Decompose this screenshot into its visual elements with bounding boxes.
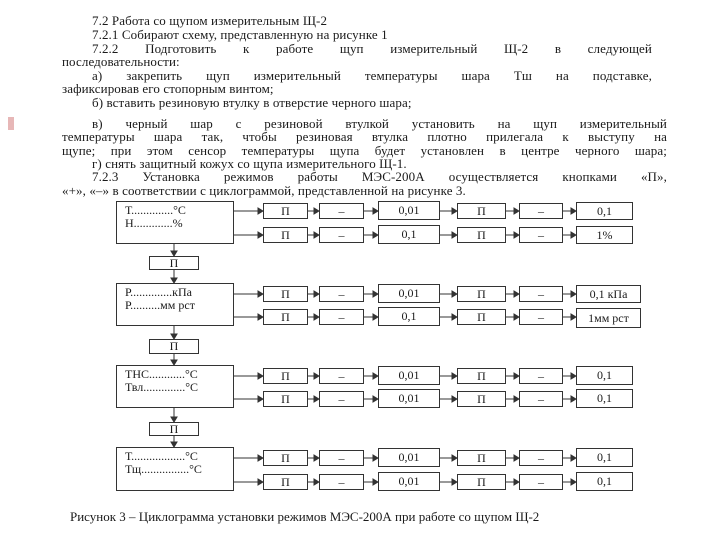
minus-button-box: – xyxy=(519,227,563,243)
parameter-label: Твл..............°С xyxy=(125,380,199,394)
p-button-box: П xyxy=(457,474,506,490)
paragraph-line: зафиксировав его стопорным винтом; xyxy=(62,81,274,96)
paragraph-line: «+», «–» в соответствии с циклограммой, представленной на рисунке 3. xyxy=(62,183,466,198)
paragraph-line: 7.2.3 Установка режимов работы МЭС-200А осуществляется кнопками «П», xyxy=(92,169,667,184)
transition-p-box: П xyxy=(149,422,199,436)
paragraph-line: последовательности: xyxy=(62,54,180,69)
paragraph-line: 7.2.1 Собирают схему, представленную на рисунке 1 xyxy=(92,27,388,42)
section-heading: 7.2 Работа со щупом измерительным Щ-2 xyxy=(92,13,328,28)
p-button-box: П xyxy=(263,309,308,325)
step-value-box: 0,01 xyxy=(378,448,440,467)
minus-button-box: – xyxy=(519,391,563,407)
parameter-label: Тщ................°С xyxy=(125,462,202,476)
p-button-box: П xyxy=(457,368,506,384)
parameter-label: ТНС............°С xyxy=(125,367,198,381)
paragraph-line: б) вставить резиновую втулку в отверстие черного шара; xyxy=(92,95,412,110)
paragraph-line: 7.2.2 Подготовить к работе щуп измерительный Щ-2 в следующей xyxy=(92,41,652,56)
p-button-box: П xyxy=(457,450,506,466)
minus-button-box: – xyxy=(319,286,364,302)
minus-button-box: – xyxy=(319,227,364,243)
minus-button-box: – xyxy=(519,203,563,219)
result-value-box: 0,1 xyxy=(576,472,633,491)
parameter-label: Т..................°С xyxy=(125,449,198,463)
parameter-box xyxy=(116,447,234,491)
result-value-box: 0,1 xyxy=(576,366,633,385)
result-value-box: 0,1 xyxy=(576,448,633,467)
margin-marker xyxy=(8,117,14,130)
paragraph-line: г) снять защитный кожух со щупа измерительного Щ-1. xyxy=(92,156,407,171)
step-value-box: 0,1 xyxy=(378,225,440,244)
p-button-box: П xyxy=(263,227,308,243)
p-button-box: П xyxy=(263,368,308,384)
minus-button-box: – xyxy=(319,391,364,407)
paragraph-line: а) закрепить щуп измерительный температуры шара Тш на подставке, xyxy=(92,68,652,83)
result-value-box: 1мм рст xyxy=(576,308,641,328)
parameter-label: Р..............кПа xyxy=(125,285,192,299)
result-value-box: 0,1 xyxy=(576,202,633,220)
p-button-box: П xyxy=(457,203,506,219)
figure-caption: Рисунок 3 – Циклограмма установки режимов МЭС-200А при работе со щупом Щ-2 xyxy=(70,509,540,524)
minus-button-box: – xyxy=(519,368,563,384)
minus-button-box: – xyxy=(319,474,364,490)
minus-button-box: – xyxy=(319,203,364,219)
step-value-box: 0,01 xyxy=(378,201,440,220)
p-button-box: П xyxy=(263,474,308,490)
p-button-box: П xyxy=(263,203,308,219)
minus-button-box: – xyxy=(319,368,364,384)
parameter-box xyxy=(116,283,234,326)
minus-button-box: – xyxy=(319,450,364,466)
p-button-box: П xyxy=(457,286,506,302)
p-button-box: П xyxy=(263,391,308,407)
minus-button-box: – xyxy=(519,309,563,325)
minus-button-box: – xyxy=(519,286,563,302)
paragraph-line: в) черный шар с резиновой втулкой установить на щуп измерительный xyxy=(92,116,667,131)
paragraph-line: щупе; при этом сенсор температуры щупа будет установлен в центре черного шара; xyxy=(62,143,667,158)
p-button-box: П xyxy=(263,450,308,466)
result-value-box: 0,1 xyxy=(576,389,633,408)
parameter-label: Н.............% xyxy=(125,216,183,230)
step-value-box: 0,01 xyxy=(378,389,440,408)
minus-button-box: – xyxy=(319,309,364,325)
minus-button-box: – xyxy=(519,474,563,490)
step-value-box: 0,01 xyxy=(378,472,440,491)
transition-p-box: П xyxy=(149,256,199,270)
p-button-box: П xyxy=(457,309,506,325)
parameter-box xyxy=(116,201,234,244)
p-button-box: П xyxy=(457,391,506,407)
step-value-box: 0,1 xyxy=(378,307,440,326)
minus-button-box: – xyxy=(519,450,563,466)
step-value-box: 0,01 xyxy=(378,366,440,385)
parameter-label: Т..............°С xyxy=(125,203,186,217)
transition-p-box: П xyxy=(149,339,199,354)
p-button-box: П xyxy=(263,286,308,302)
paragraph-line: температуры шара так, чтобы резиновая втулка плотно прилегала к выступу на xyxy=(62,129,667,144)
result-value-box: 0,1 кПа xyxy=(576,285,641,303)
step-value-box: 0,01 xyxy=(378,284,440,303)
parameter-label: Р..........мм рст xyxy=(125,298,195,312)
result-value-box: 1% xyxy=(576,226,633,244)
parameter-box xyxy=(116,365,234,408)
p-button-box: П xyxy=(457,227,506,243)
